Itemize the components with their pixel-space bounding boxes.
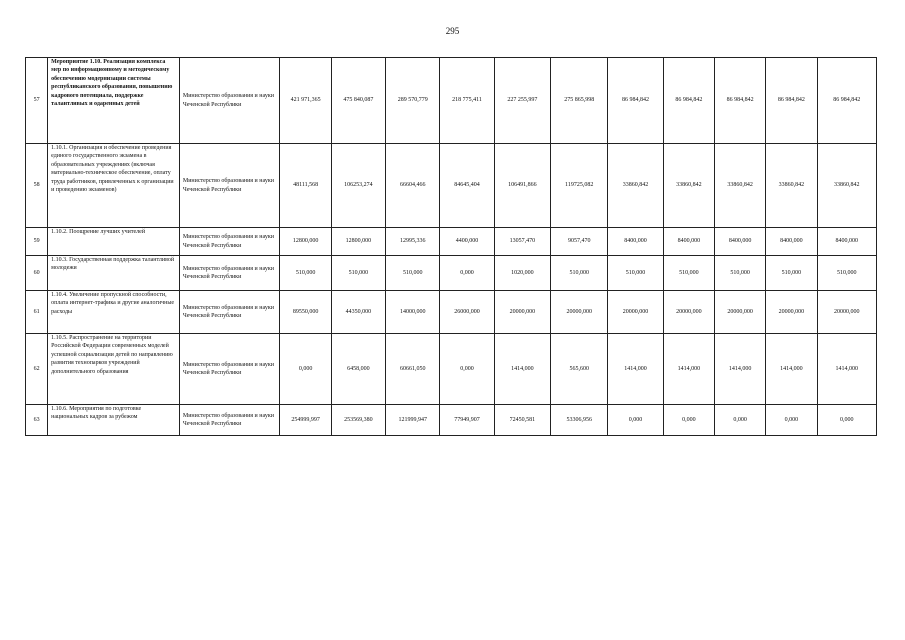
value-cell: 86 984,842 bbox=[766, 58, 817, 144]
value-cell: 1414,000 bbox=[663, 334, 714, 405]
value-cell: 48111,568 bbox=[280, 144, 331, 228]
responsible-org: Министерство образования и науки Чеченской Республики bbox=[179, 256, 280, 291]
page-number: 295 bbox=[445, 26, 460, 36]
value-cell: 20000,000 bbox=[608, 291, 663, 334]
value-cell: 8400,000 bbox=[817, 228, 876, 256]
value-cell: 33860,842 bbox=[766, 144, 817, 228]
value-cell: 8400,000 bbox=[663, 228, 714, 256]
row-number: 61 bbox=[26, 291, 48, 334]
value-cell: 1414,000 bbox=[608, 334, 663, 405]
value-cell: 72450,581 bbox=[494, 405, 550, 436]
value-cell: 86 984,842 bbox=[714, 58, 765, 144]
value-cell: 9057,470 bbox=[551, 228, 608, 256]
value-cell: 510,000 bbox=[331, 256, 385, 291]
row-number: 59 bbox=[26, 228, 48, 256]
table-row bbox=[26, 334, 877, 405]
value-cell: 33860,842 bbox=[817, 144, 876, 228]
value-cell: 53306,956 bbox=[551, 405, 608, 436]
value-cell: 26000,000 bbox=[440, 291, 494, 334]
value-cell: 1414,000 bbox=[817, 334, 876, 405]
value-cell: 0,000 bbox=[766, 405, 817, 436]
value-cell: 289 570,779 bbox=[386, 58, 440, 144]
measure-name: 1.10.3. Государственная поддержка талантливой молодежи bbox=[48, 256, 180, 291]
value-cell: 8400,000 bbox=[608, 228, 663, 256]
value-cell: 33860,842 bbox=[663, 144, 714, 228]
measure-name: 1.10.5. Распространение на территории Российской Федерации современных моделей успешной социализации детей по направлению развития технопарков учреждений дополнительного образования bbox=[48, 334, 180, 405]
value-cell: 121999,947 bbox=[386, 405, 440, 436]
value-cell: 0,000 bbox=[817, 405, 876, 436]
measure-name: 1.10.1. Организация и обеспечение проведения единого государственного экзамена в образовательных учреждениях (включая материально-техническое обеспечение, оплату труда работников, привлеченных к организации и проведению экзаменов) bbox=[48, 144, 180, 228]
value-cell: 0,000 bbox=[608, 405, 663, 436]
value-cell: 510,000 bbox=[608, 256, 663, 291]
value-cell: 1020,000 bbox=[494, 256, 550, 291]
value-cell: 66604,466 bbox=[386, 144, 440, 228]
value-cell: 33860,842 bbox=[714, 144, 765, 228]
value-cell: 510,000 bbox=[714, 256, 765, 291]
table-row bbox=[26, 144, 877, 228]
value-cell: 275 865,998 bbox=[551, 58, 608, 144]
value-cell: 106253,274 bbox=[331, 144, 385, 228]
value-cell: 13057,470 bbox=[494, 228, 550, 256]
value-cell: 0,000 bbox=[663, 405, 714, 436]
value-cell: 20000,000 bbox=[494, 291, 550, 334]
value-cell: 12800,000 bbox=[331, 228, 385, 256]
value-cell: 0,000 bbox=[440, 334, 494, 405]
value-cell: 20000,000 bbox=[714, 291, 765, 334]
value-cell: 86 984,842 bbox=[663, 58, 714, 144]
row-number: 58 bbox=[26, 144, 48, 228]
value-cell: 227 255,997 bbox=[494, 58, 550, 144]
value-cell: 20000,000 bbox=[817, 291, 876, 334]
value-cell: 0,000 bbox=[714, 405, 765, 436]
measure-name: 1.10.6. Мероприятия по подготовке национальных кадров за рубежом bbox=[48, 405, 180, 436]
value-cell: 1414,000 bbox=[766, 334, 817, 405]
value-cell: 119725,082 bbox=[551, 144, 608, 228]
value-cell: 0,000 bbox=[280, 334, 331, 405]
measure-name: Мероприятие 1.10. Реализация комплекса мер по информационному и методическому обеспечению модернизации системы республиканского образования, повышению кадрового потенциала, поддержке талантливых и одаренных детей bbox=[48, 58, 180, 144]
value-cell: 421 971,365 bbox=[280, 58, 331, 144]
value-cell: 14000,000 bbox=[386, 291, 440, 334]
value-cell: 510,000 bbox=[663, 256, 714, 291]
value-cell: 84645,404 bbox=[440, 144, 494, 228]
value-cell: 106491,866 bbox=[494, 144, 550, 228]
value-cell: 20000,000 bbox=[551, 291, 608, 334]
value-cell: 12800,000 bbox=[280, 228, 331, 256]
value-cell: 510,000 bbox=[766, 256, 817, 291]
value-cell: 20000,000 bbox=[663, 291, 714, 334]
responsible-org: Министерство образования и науки Чеченской Республики bbox=[179, 228, 280, 256]
value-cell: 77949,907 bbox=[440, 405, 494, 436]
value-cell: 510,000 bbox=[817, 256, 876, 291]
value-cell: 565,600 bbox=[551, 334, 608, 405]
value-cell: 86 984,842 bbox=[817, 58, 876, 144]
measure-name: 1.10.2. Поощрение лучших учителей bbox=[48, 228, 180, 256]
row-number: 63 bbox=[26, 405, 48, 436]
value-cell: 254999,997 bbox=[280, 405, 331, 436]
responsible-org: Министерство образования и науки Чеченской Республики bbox=[179, 405, 280, 436]
row-number: 60 bbox=[26, 256, 48, 291]
value-cell: 510,000 bbox=[386, 256, 440, 291]
value-cell: 44350,000 bbox=[331, 291, 385, 334]
value-cell: 8400,000 bbox=[766, 228, 817, 256]
value-cell: 8400,000 bbox=[714, 228, 765, 256]
table-row bbox=[26, 291, 877, 334]
responsible-org: Министерство образования и науки Чеченской Республики bbox=[179, 334, 280, 405]
value-cell: 253569,380 bbox=[331, 405, 385, 436]
table-row bbox=[26, 256, 877, 291]
row-number: 62 bbox=[26, 334, 48, 405]
budget-table bbox=[25, 57, 877, 436]
value-cell: 89550,000 bbox=[280, 291, 331, 334]
value-cell: 510,000 bbox=[280, 256, 331, 291]
table-row bbox=[26, 228, 877, 256]
value-cell: 1414,000 bbox=[714, 334, 765, 405]
row-number: 57 bbox=[26, 58, 48, 144]
value-cell: 510,000 bbox=[551, 256, 608, 291]
value-cell: 12995,336 bbox=[386, 228, 440, 256]
value-cell: 1414,000 bbox=[494, 334, 550, 405]
value-cell: 4400,000 bbox=[440, 228, 494, 256]
value-cell: 6458,000 bbox=[331, 334, 385, 405]
table-row bbox=[26, 58, 877, 144]
value-cell: 20000,000 bbox=[766, 291, 817, 334]
value-cell: 0,000 bbox=[440, 256, 494, 291]
responsible-org: Министерство образования и науки Чеченской Республики bbox=[179, 58, 280, 144]
responsible-org: Министерство образования и науки Чеченской Республики bbox=[179, 144, 280, 228]
measure-name: 1.10.4. Увеличение пропускной способности, оплата интернет-трафика и другие аналогичные расходы bbox=[48, 291, 180, 334]
value-cell: 60661,050 bbox=[386, 334, 440, 405]
table-row bbox=[26, 405, 877, 436]
value-cell: 33860,842 bbox=[608, 144, 663, 228]
value-cell: 475 840,087 bbox=[331, 58, 385, 144]
value-cell: 218 775,411 bbox=[440, 58, 494, 144]
responsible-org: Министерство образования и науки Чеченской Республики bbox=[179, 291, 280, 334]
value-cell: 86 984,842 bbox=[608, 58, 663, 144]
